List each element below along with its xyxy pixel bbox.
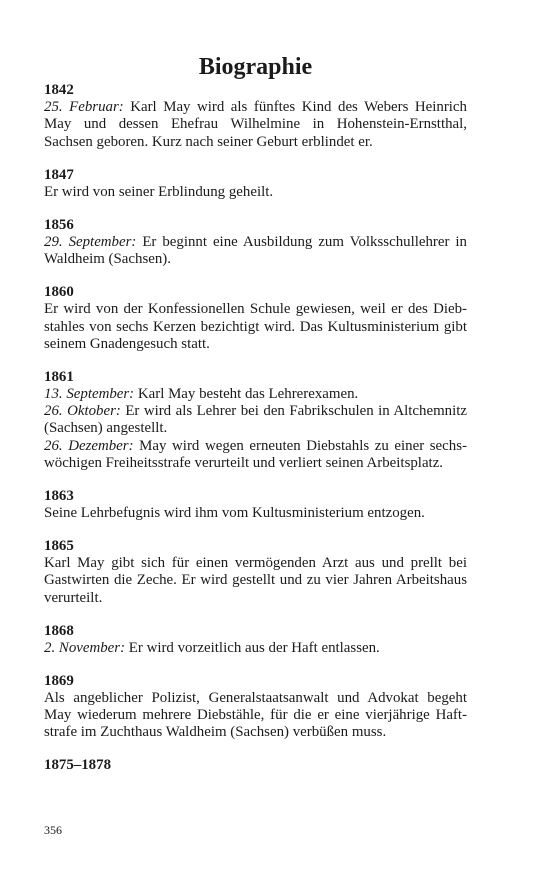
entry-1842 (44, 82, 467, 151)
page-title: Biographie (198, 54, 313, 80)
line-text: Karl May besteht das Lehrerexamen. (137, 386, 359, 403)
entry-year: 1875–1878 (44, 757, 112, 774)
text-line: May und dessen Ehefrau Wilhelmine in Hohenstein-Ernstthal, (44, 116, 467, 133)
entry-paragraph (44, 386, 467, 403)
line-text: Er wird vorzeitlich aus der Haft entlassen. (128, 639, 380, 656)
text-line: Als angeblicher Polizist, Generalstaatsanwalt und Advokat begeht (44, 690, 467, 707)
entry-1865 (44, 538, 467, 607)
entry-year: 1868 (44, 622, 74, 639)
entry-year: 1856 (44, 216, 74, 233)
entry-1869 (44, 673, 467, 742)
entry-1863 (44, 488, 467, 522)
text-line: Karl May gibt sich für einen vermögenden Arzt aus und prellt bei (44, 555, 467, 572)
entry-date: 13. September: (44, 386, 135, 403)
text-line: Er wird von seiner Erblindung geheilt. (44, 183, 274, 200)
text-line: verurteilt. (44, 589, 103, 606)
text-line: Waldheim (Sachsen). (44, 251, 171, 268)
entry-paragraph (44, 301, 467, 353)
line-text: Karl May wird als fünftes Kind des Webers Heinrich (130, 99, 467, 116)
entry-1868 (44, 623, 467, 657)
entry-paragraph (44, 99, 467, 151)
entry-paragraph (44, 438, 467, 472)
text-line: strafe im Zuchthaus Waldheim (Sachsen) verbüßen muss. (44, 724, 387, 741)
entry-date: 29. September: (44, 234, 137, 251)
entry-1875-1878 (44, 757, 467, 774)
entry-paragraph (44, 640, 467, 657)
line-text: Er beginnt eine Ausbildung zum Volksschullehrer in (142, 234, 467, 251)
entry-year: 1863 (44, 487, 74, 504)
entry-paragraph (44, 690, 467, 742)
text-line: Sachsen geboren. Kurz nach seiner Geburt erblindet er. (44, 133, 373, 150)
page-number: 356 (44, 823, 62, 837)
text-line: wöchigen Freiheitsstrafe verurteilt und verliert seinen Arbeitsplatz. (44, 454, 444, 471)
entry-year: 1842 (44, 82, 74, 98)
text-line (44, 640, 467, 657)
text-line (44, 403, 467, 420)
text-line (44, 438, 467, 455)
text-line: Seine Lehrbefugnis wird ihm vom Kultusministerium entzogen. (44, 505, 425, 522)
entry-date: 2. November: (44, 639, 126, 656)
entry-date: 26. Oktober: (44, 403, 121, 420)
text-line: Gastwirten die Zeche. Er wird gestellt und zu vier Jahren Arbeitshaus (44, 572, 467, 589)
entry-paragraph (44, 234, 467, 268)
entry-paragraph (44, 555, 467, 607)
line-text: May wird wegen erneuten Diebstahls zu einer sechs- (139, 437, 467, 454)
text-line: May wiederum mehrere Diebstähle, für die er eine vierjährige Haft- (44, 707, 467, 724)
entry-1861 (44, 369, 467, 472)
entry-year: 1869 (44, 672, 74, 689)
entry-1847 (44, 167, 467, 201)
text-line: seinem Gnadengesuch statt. (44, 335, 210, 352)
entry-1856 (44, 217, 467, 269)
text-line: Er wird von der Konfessionellen Schule gewiesen, weil er des Dieb- (44, 301, 467, 318)
entry-date: 26. Dezember: (44, 437, 134, 454)
entry-year: 1865 (44, 538, 74, 555)
text-line (44, 234, 467, 251)
entry-paragraph (44, 505, 467, 522)
text-line: (Sachsen) angestellt. (44, 420, 168, 437)
text-line: stahles von sechs Kerzen bezichtigt wird. Das Kultusministerium gibt (44, 318, 467, 335)
entry-year: 1860 (44, 284, 74, 301)
entry-paragraph (44, 184, 467, 201)
entry-year: 1861 (44, 368, 74, 385)
entry-date: 25. Februar: (44, 99, 124, 116)
entry-1860 (44, 284, 467, 353)
text-line (44, 99, 467, 116)
entry-paragraph (44, 403, 467, 437)
entry-year: 1847 (44, 166, 74, 183)
text-line (44, 386, 467, 403)
line-text: Er wird als Lehrer bei den Fabrikschulen in Altchemnitz (125, 403, 467, 420)
biography-timeline (44, 82, 467, 790)
